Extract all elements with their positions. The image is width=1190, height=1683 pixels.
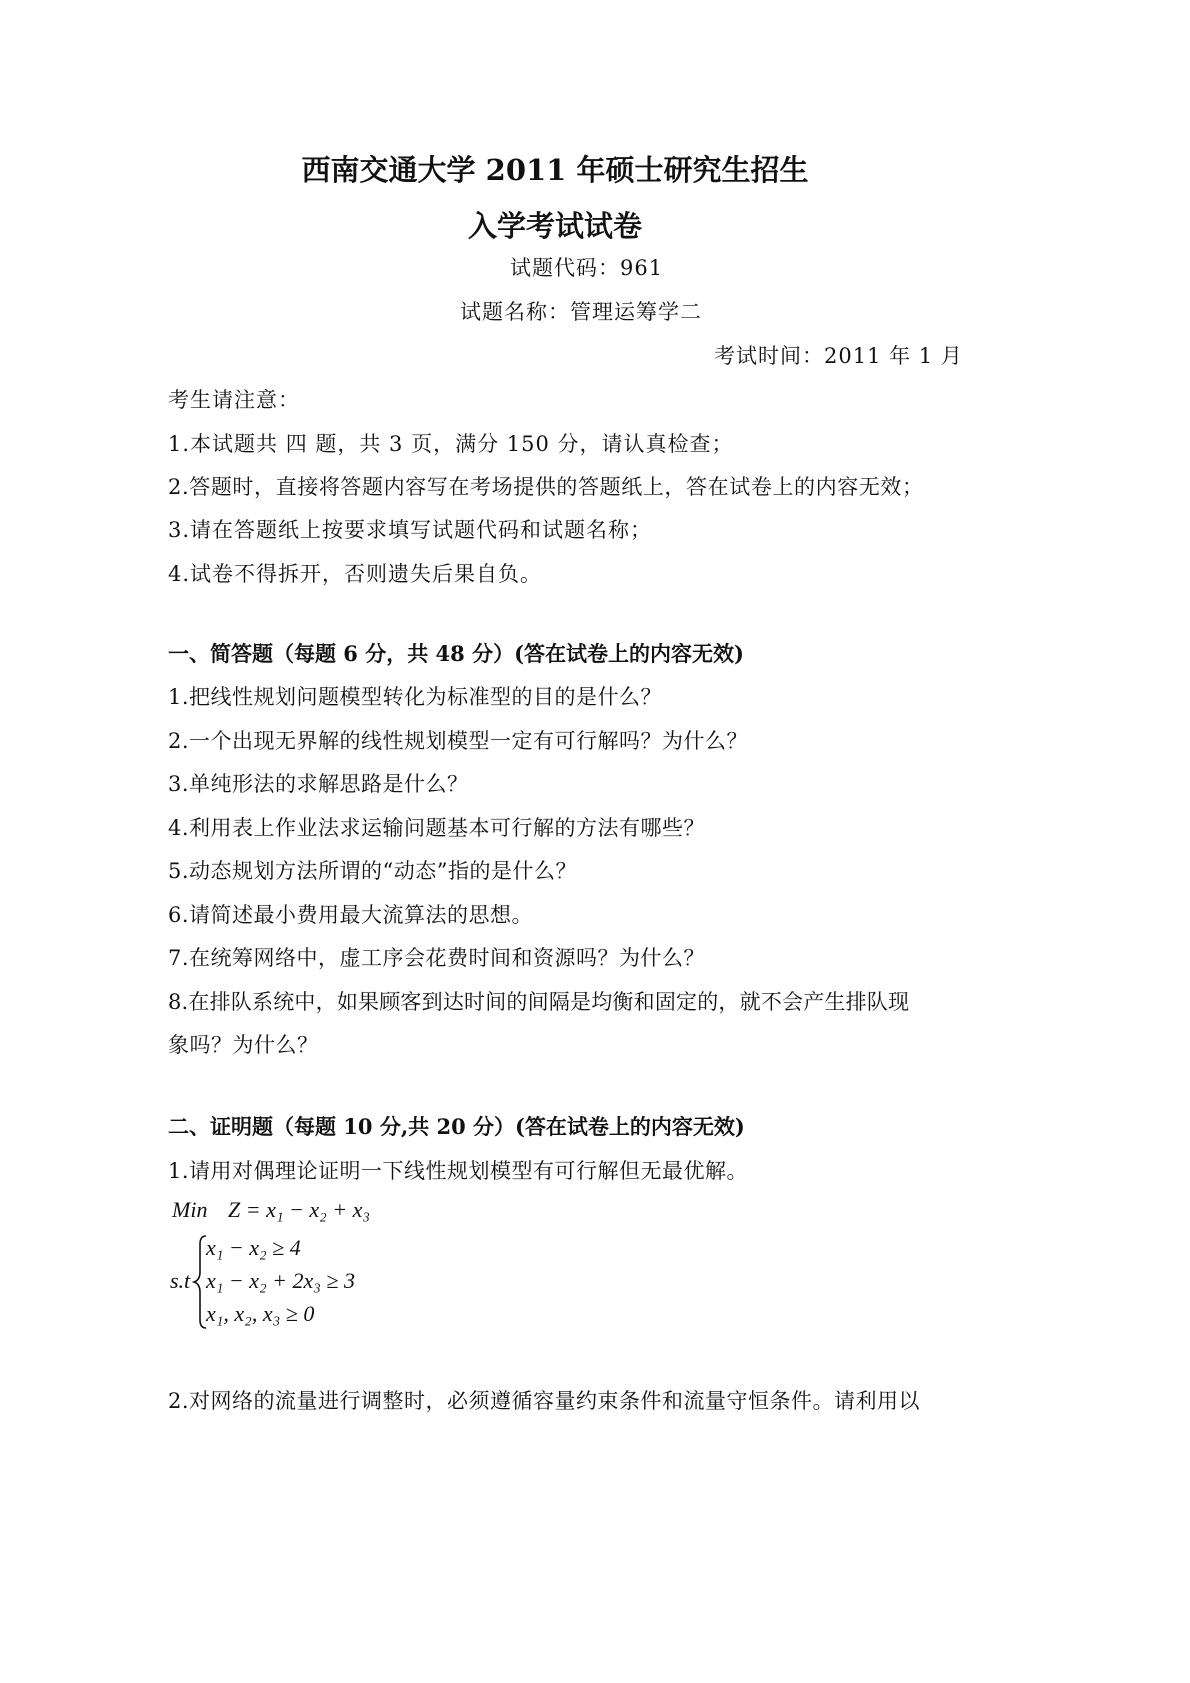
- exam-title-line1: 西南交通大学 2011 年硕士研究生招生: [301, 153, 809, 187]
- notice-item: 4.试卷不得拆开，否则遗失后果自负。: [168, 562, 543, 586]
- exam-name: 试题名称：管理运筹学二: [460, 300, 702, 324]
- notice-item: 2.答题时，直接将答题内容写在考场提供的答题纸上，答在试卷上的内容无效；: [168, 475, 924, 499]
- notice-heading: 考生请注意：: [168, 388, 300, 412]
- notice-item: 3.请在答题纸上按要求填写试题代码和试题名称；: [168, 518, 653, 542]
- lp-constraint: x₁ − x₂ + 2x₃ ≥ 3: [206, 1268, 356, 1293]
- question: 2.一个出现无界解的线性规划模型一定有可行解吗？为什么？: [168, 729, 749, 753]
- lp-objective: Z = x₁ − x₂ + x₃: [228, 1197, 371, 1222]
- exam-code: 试题代码：961: [510, 256, 664, 280]
- question: 3.单纯形法的求解思路是什么？: [168, 772, 469, 796]
- section2-heading: 二、证明题（每题 10 分,共 20 分）(答在试卷上的内容无效): [168, 1114, 745, 1139]
- lp-constraint: x₁ − x₂ ≥ 4: [206, 1235, 301, 1260]
- question: 6.请简述最小费用最大流算法的思想。: [168, 903, 534, 927]
- question-continued: 象吗？为什么？: [168, 1033, 319, 1057]
- question: 1.把线性规划问题模型转化为标准型的目的是什么？: [168, 685, 663, 709]
- question: 5.动态规划方法所谓的“动态”指的是什么？: [168, 859, 578, 883]
- question: 8.在排队系统中，如果顾客到达时间的间隔是均衡和固定的，就不会产生排队现: [168, 990, 910, 1014]
- lp-constraint: x₁, x₂, x₃ ≥ 0: [206, 1301, 315, 1326]
- exam-title-line2: 入学考试试卷: [467, 209, 642, 243]
- question: 4.利用表上作业法求运输问题基本可行解的方法有哪些？: [168, 816, 706, 840]
- question: 1.请用对偶理论证明一下线性规划模型有可行解但无最优解。: [168, 1159, 749, 1183]
- notice-item: 1.本试题共 四 题，共 3 页，满分 150 分，请认真检查；: [168, 432, 734, 456]
- exam-time: 考试时间：2011 年 1 月: [714, 344, 963, 368]
- lp-st-label: s.t: [170, 1268, 191, 1293]
- question: 7.在统筹网络中，虚工序会花费时间和资源吗？为什么？: [168, 946, 706, 970]
- section1-heading: 一、简答题（每题 6 分，共 48 分）(答在试卷上的内容无效): [168, 641, 744, 666]
- question: 2.对网络的流量进行调整时，必须遵循容量约束条件和流量守恒条件。请利用以: [168, 1389, 921, 1413]
- lp-objective-keyword: Min: [172, 1197, 208, 1222]
